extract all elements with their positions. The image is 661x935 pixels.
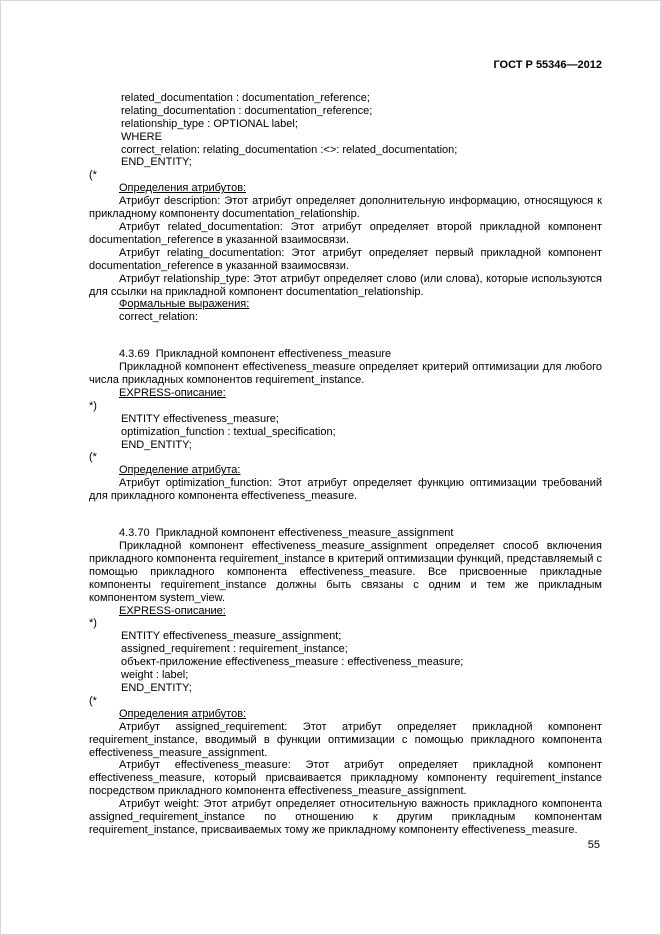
paragraph: Атрибут description: Этот атрибут определяет дополнительную информацию, относящуюся к прикладному компоненту documentation_relationship. [89,195,602,221]
express-comment-delimiter: *) [89,617,97,630]
paragraph: Атрибут relationship_type: Этот атрибут определяет слово (или слова), которые используются для ссылки на прикладной компонент documentation_relationship. [89,272,602,298]
document-number: ГОСТ Р 55346—2012 [493,59,602,71]
document-content [89,59,602,837]
spacer [89,324,602,348]
express-code-line: relationship_type : OPTIONAL label; [121,117,298,130]
section-label-text: Определение атрибута: [119,464,241,477]
express-code-line: WHERE [121,130,162,143]
express-code-line: assigned_requirement : requirement_instance; [121,643,348,656]
section-label-text: Определения атрибутов: [119,707,247,720]
section-label [119,605,602,618]
express-code-line: correct_relation: relating_documentation :<>: related_documentation; [121,143,458,156]
page-header [89,59,602,72]
express-code-line: relating_documentation : documentation_reference; [121,104,373,117]
paragraph: Атрибут weight: Этот атрибут определяет относительную важность прикладного компонента assigned_requirement_instance по отношению к другим прикладным компонентам requirement_instance, присваиваемых тому же прикладному компоненту effectiveness_measure. [89,798,602,836]
paragraph: Атрибут assigned_requirement: Этот атрибут определяет прикладной компонент requirement_instance, вводимый в функции оптимизации с помощью прикладного компонента effectiveness_measure_assignment. [89,720,602,759]
express-code-block [89,92,602,169]
section-label-text: Формальные выражения: [119,298,250,311]
express-code-line: ENTITY effectiveness_measure; [121,412,279,425]
express-comment-delimiter: (* [89,694,97,707]
paragraph: Атрибут related_documentation: Этот атрибут определяет второй прикладной компонент documentation_reference в указанной взаимосвязи. [89,220,602,246]
section-label-text: Определения атрибутов: [119,182,247,195]
section-heading: 4.3.70 Прикладной компонент effectiveness_measure_assignment [119,527,454,540]
section-label-text: EXPRESS-описание: [119,386,226,399]
express-comment-delimiter: (* [89,169,97,182]
express-code-line: optimization_function : textual_specification; [121,425,336,438]
express-code-line: ENTITY effectiveness_measure_assignment; [121,630,342,643]
express-comment-delimiter: *) [89,399,97,412]
section-label-text: EXPRESS-описание: [119,604,226,617]
section-label [119,182,602,195]
section-label [119,464,602,477]
formal-expression-name: correct_relation: [119,311,198,324]
section-label [119,387,602,400]
page-number: 55 [587,839,600,851]
paragraph: Атрибут optimization_function: Этот атрибут определяет функцию оптимизации требований для прикладного компонента effectiveness_measure. [89,477,602,503]
express-code-line: weight : label; [121,669,189,682]
section-heading: 4.3.69 Прикладной компонент effectiveness_measure [119,348,392,361]
express-code-block [89,413,602,452]
paragraph: Атрибут relating_documentation: Этот атрибут определяет первый прикладной компонент documentation_reference в указанной взаимосвязи. [89,246,602,272]
spacer [89,503,602,527]
express-code-line: объект-приложение effectiveness_measure : effectiveness_measure; [121,656,464,669]
express-code-block [89,630,602,695]
paragraph: Прикладной компонент effectiveness_measure_assignment определяет способ включения прикладного компонента requirement_instance в критерий оптимизации функций, представляемый с помощью прикладного компонента effectiveness_measure. Все присвоенные прикладные компоненты requirement_instance должны быть связаны с одним и тем же прикладным компонентом system_view. [89,540,602,604]
paragraph: Прикладной компонент effectiveness_measure определяет критерий оптимизации для любого числа прикладных компонентов requirement_instance. [89,361,602,387]
express-code-line: END_ENTITY; [121,438,192,451]
express-comment-delimiter: (* [89,451,97,464]
express-code-line: related_documentation : documentation_reference; [121,91,370,104]
section-label [119,298,602,311]
express-code-line: END_ENTITY; [121,156,192,169]
express-code-line: END_ENTITY; [121,681,192,694]
paragraph: Атрибут effectiveness_measure: Этот атрибут определяет прикладной компонент effectiveness_measure, который присваивается прикладному компоненту requirement_instance посредством прикладного компонента effectiveness_measure_assignment. [89,759,602,798]
page-footer [588,839,600,852]
document-body [89,92,602,837]
section-label [119,708,602,721]
